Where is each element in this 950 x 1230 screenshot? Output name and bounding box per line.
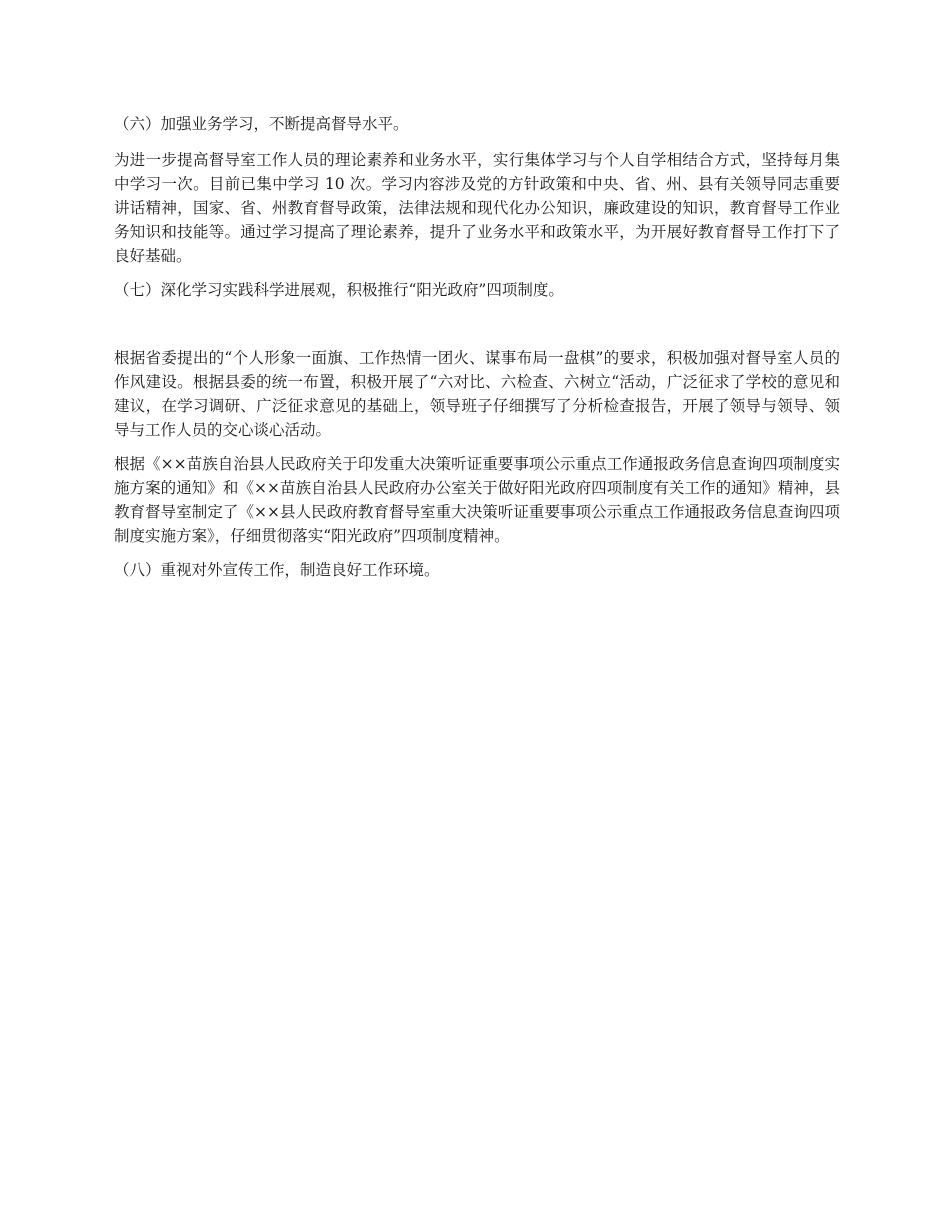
paragraph-sunshine-government: 根据《××苗族自治县人民政府关于印发重大决策听证重要事项公示重点工作通报政务信息查询四项制度实施方案的通知》和《××苗族自治县人民政府办公室关于做好阳光政府四项制度有关工作的通知》精神，县教育督导室制定了《××县人民政府教育督导室重大决策听证重要事项公示重点工作通报政务信息查询四项制度实施方案》，仔细贯彻落实“阳光政府”四项制度精神。 — [114, 455, 840, 545]
section-heading-8: （八）重视对外宣传工作，制造良好工作环境。 — [114, 561, 440, 579]
paragraph-style-building: 根据省委提出的“个人形象一面旗、工作热情一团火、谋事布局一盘棋”的要求，积极加强对督导室人员的作风建设。根据县委的统一布置，积极开展了“六对比、六检查、六树立“活动，广泛征求了学校的意见和建议，在学习调研、广泛征求意见的基础上，领导班子仔细撰写了分析检查报告，开展了领导与领导、领导与工作人员的交心谈心活动。 — [114, 349, 840, 439]
document-body — [114, 112, 840, 594]
paragraph-study: 为进一步提高督导室工作人员的理论素养和业务水平，实行集体学习与个人自学相结合方式，坚持每月集中学习一次。目前已集中学习 10 次。学习内容涉及党的方针政策和中央、省、州、县有关领导同志重要讲话精神，国家、省、州教育督导政策，法律法规和现代化办公知识，廉政建设的知识，教育督导工作业务知识和技能等。通过学习提高了理论素养，提升了业务水平和政策水平，为开展好教育督导工作打下了良好基础。 — [114, 151, 840, 265]
section-heading-7: （七）深化学习实践科学进展观，积极推行“阳光政府”四项制度。 — [114, 281, 564, 299]
blank-space — [114, 314, 840, 346]
section-heading-6: （六）加强业务学习，不断提高督导水平。 — [114, 115, 409, 133]
